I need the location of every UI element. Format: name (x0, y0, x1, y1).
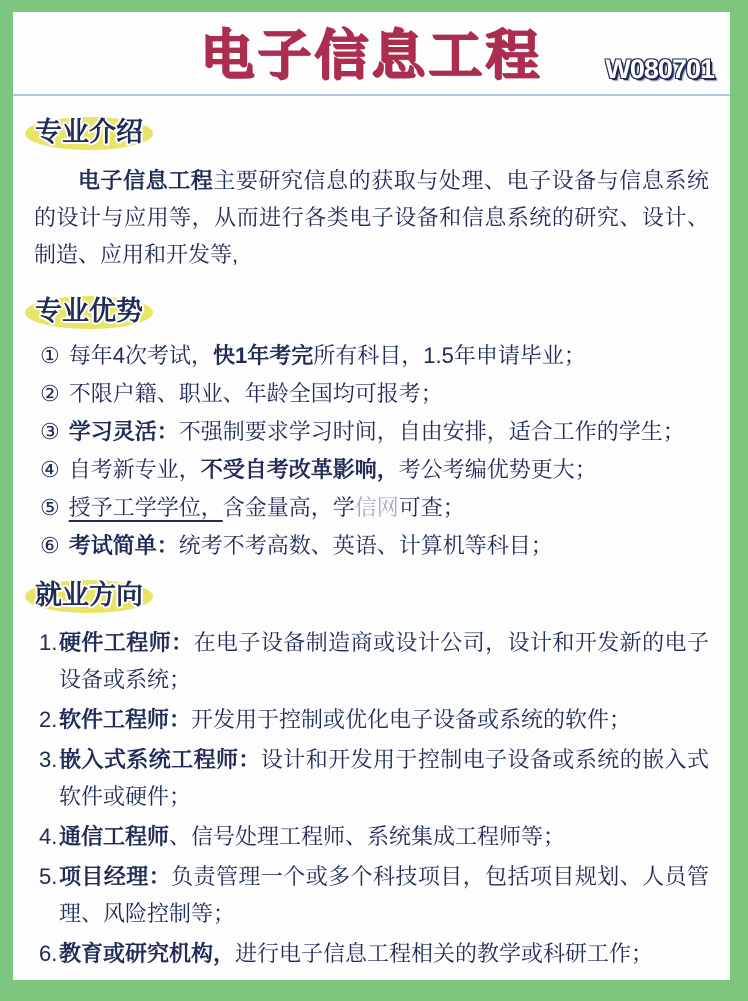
item-text: 所有科目，1.5年申请毕业； (313, 343, 586, 368)
career-item-1 (39, 624, 709, 698)
intro-paragraph (34, 162, 709, 273)
item-bold-text: 考试简单： (68, 533, 179, 558)
job-title: 嵌入式系统工程师： (59, 747, 261, 772)
advantage-item-4 (40, 451, 709, 489)
item-number: ③ (40, 419, 60, 444)
item-bold-text: 快1年考完 (212, 343, 314, 368)
item-text (59, 741, 709, 815)
item-text: 每年4次考试， (68, 343, 213, 368)
item-text (59, 624, 709, 698)
item-number: 2. (39, 707, 58, 732)
job-title: 硬件工程师： (59, 630, 194, 655)
item-text: 不强制要求学习时间，自由安排，适合工作的学生； (178, 419, 685, 444)
item-text: 考公考编优势更大； (398, 457, 597, 482)
career-item-3 (39, 741, 709, 815)
section-heading-advantages (35, 295, 143, 328)
item-bold-text: 学习灵活： (68, 419, 179, 444)
page-title: 电子信息工程 (200, 26, 543, 86)
advantage-item-5 (40, 489, 709, 527)
item-number: ⑤ (40, 495, 60, 520)
advantages-list (40, 337, 709, 565)
item-number: 4. (39, 824, 58, 849)
item-number: 1. (39, 630, 58, 655)
job-desc: 开发用于控制或优化电子设备或系统的软件； (191, 707, 632, 732)
advantage-item-3 (40, 413, 709, 451)
section-heading-careers-text: 就业方向 (35, 580, 143, 610)
item-number: 6. (39, 941, 58, 966)
item-bold-text: 不受自考改革影响， (200, 457, 399, 482)
section-heading-advantages-text: 专业优势 (35, 296, 143, 326)
career-item-6 (39, 935, 709, 972)
job-desc: 在电子设备制造商或设计公司，设计和开发新的电子设备或系统； (59, 630, 709, 692)
job-desc: 、信号处理工程师、系统集成工程师等； (169, 824, 566, 849)
poster-card (13, 12, 730, 980)
intro-body-text: 主要研究信息的获取与处理、电子设备与信息系统的设计与应用等，从而进行各类电子设备和信息系统的研究、设计、制造、应用和开发等, (34, 168, 709, 267)
item-number: ⑥ (40, 533, 60, 558)
item-text (59, 701, 709, 738)
section-heading-intro (35, 116, 143, 149)
item-number: ④ (40, 457, 60, 482)
job-title: 软件工程师： (59, 707, 192, 732)
underlined-text: 授予工学学位， (68, 495, 223, 520)
item-text: 统考不考高数、英语、计算机等科目； (178, 533, 553, 558)
advantage-item-2 (40, 375, 709, 413)
item-text (59, 858, 709, 932)
item-text: 含金量高，学 (222, 495, 355, 520)
job-desc: 负责管理一个或多个科技项目，包括项目规划、人员管理、风险控制等； (59, 864, 709, 926)
item-text (59, 935, 709, 972)
item-number: ② (40, 381, 60, 406)
advantage-item-6 (40, 527, 709, 565)
item-text: 自考新专业， (68, 457, 201, 482)
item-text: 可查； (398, 495, 465, 520)
career-item-2 (39, 701, 709, 738)
job-desc: 进行电子信息工程相关的教学或科研工作； (235, 941, 654, 966)
advantage-item-1 (40, 337, 709, 375)
career-item-4 (39, 818, 709, 855)
job-title: 项目经理： (59, 864, 172, 889)
career-item-5 (39, 858, 709, 932)
section-heading-careers (35, 579, 143, 612)
section-heading-intro-text: 专业介绍 (35, 117, 143, 147)
intro-lead-term: 电子信息工程 (78, 168, 214, 193)
item-number: 3. (39, 747, 58, 772)
watermark-faded-text: 信网 (354, 495, 399, 520)
job-desc: 设计和开发用于控制电子设备或系统的嵌入式软件或硬件； (59, 747, 709, 809)
major-code: W080701 (605, 54, 714, 84)
job-title: 教育或研究机构， (59, 941, 236, 966)
item-text (59, 818, 709, 855)
careers-list (39, 624, 709, 972)
job-title: 通信工程师 (59, 824, 170, 849)
item-text: 不限户籍、职业、年龄全国均可报考； (68, 381, 443, 406)
poster-header (13, 12, 730, 96)
item-number: 5. (39, 864, 58, 889)
item-number: ① (40, 343, 60, 368)
